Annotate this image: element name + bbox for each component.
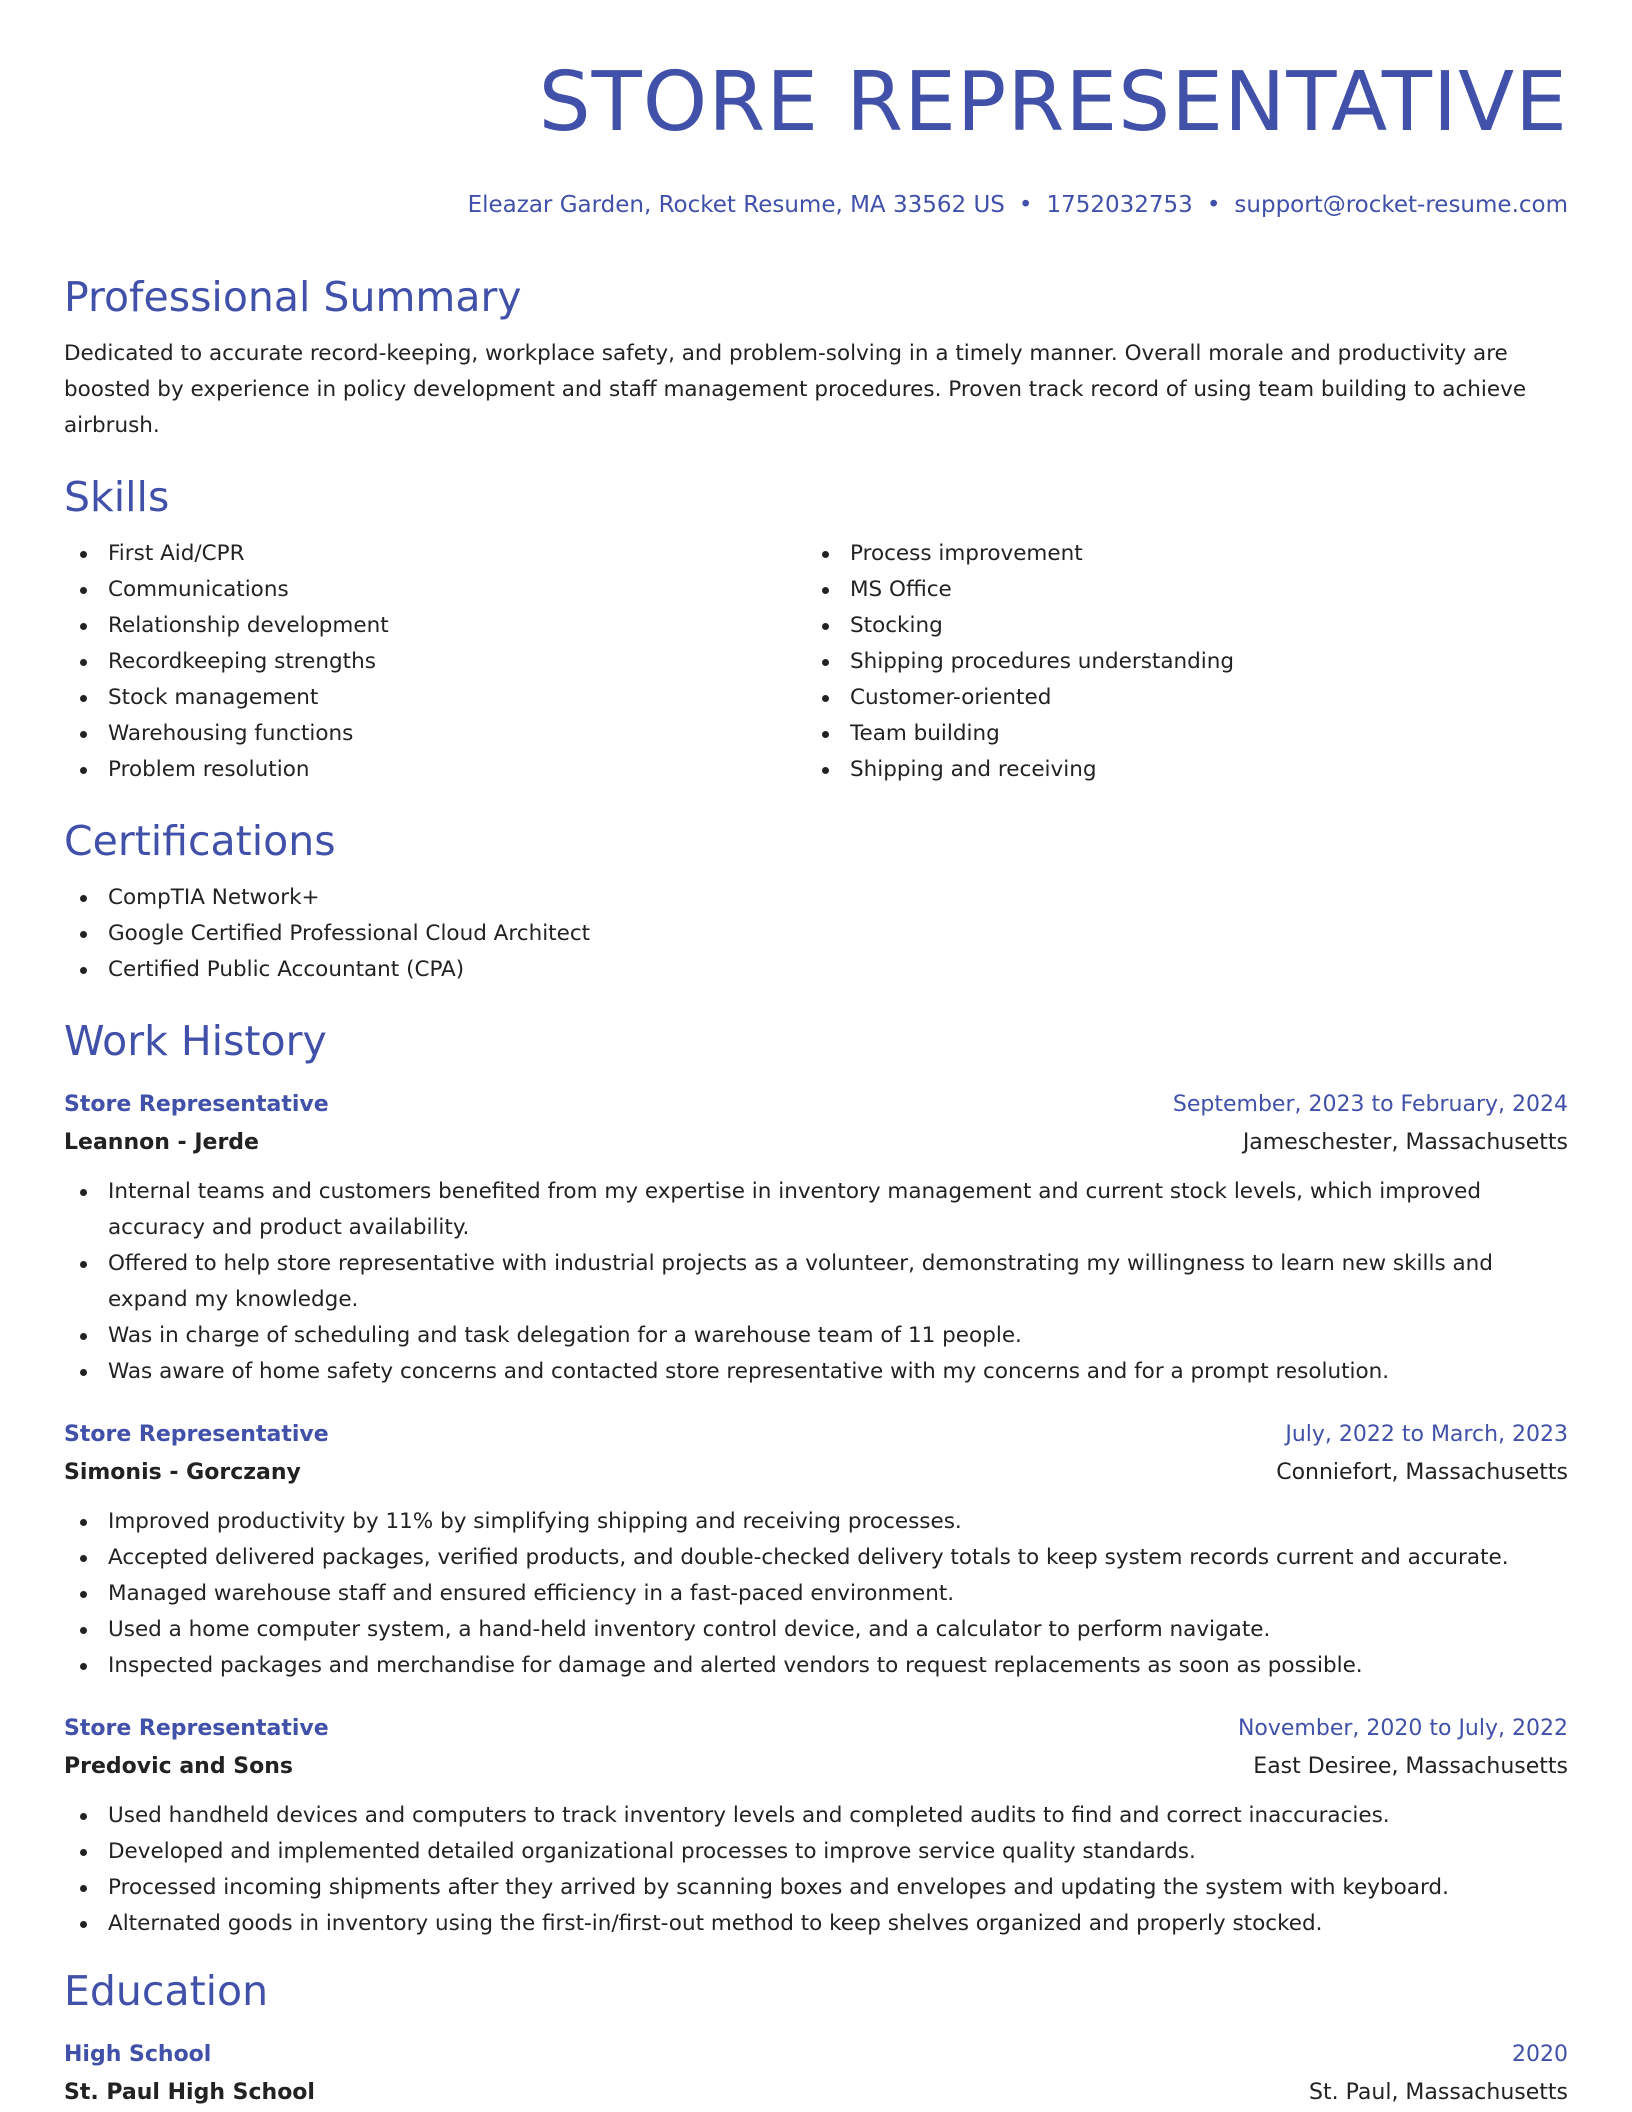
job-company: Predovic and Sons bbox=[64, 1754, 293, 1779]
job-entry bbox=[64, 1710, 1568, 1942]
contact-line bbox=[64, 188, 1568, 222]
job-bullet: Accepted delivered packages, verified products, and double-checked delivery totals to keep system records current and accurate. bbox=[64, 1540, 1568, 1576]
work-history-heading: Work History bbox=[64, 1017, 327, 1065]
education-school: St. Paul High School bbox=[64, 2080, 315, 2105]
job-bullets bbox=[64, 1798, 1568, 1942]
skill-item: Team building bbox=[806, 716, 1548, 752]
job-bullet: Was in charge of scheduling and task delegation for a warehouse team of 11 people. bbox=[64, 1318, 1568, 1354]
education-location: St. Paul, Massachusetts bbox=[1309, 2080, 1568, 2105]
job-location: Conniefort, Massachusetts bbox=[1276, 1460, 1568, 1485]
skills-right-list bbox=[806, 536, 1548, 788]
skill-item: Stock management bbox=[64, 680, 806, 716]
job-bullet: Was aware of home safety concerns and contacted store representative with my concerns and for a prompt resolution. bbox=[64, 1354, 1568, 1390]
job-title: Store Representative bbox=[64, 1422, 329, 1447]
contact-separator: • bbox=[1206, 192, 1221, 218]
job-company-row bbox=[64, 1454, 1568, 1492]
job-bullet: Developed and implemented detailed organizational processes to improve service quality standards. bbox=[64, 1834, 1568, 1870]
skill-item: Recordkeeping strengths bbox=[64, 644, 806, 680]
certifications-list bbox=[64, 880, 1568, 988]
contact-address: Eleazar Garden, Rocket Resume, MA 33562 US bbox=[467, 192, 1005, 218]
education-heading: Education bbox=[64, 1967, 269, 2015]
education-header-row bbox=[64, 2036, 1568, 2074]
contact-phone: 1752032753 bbox=[1046, 192, 1193, 218]
job-bullet: Used handheld devices and computers to track inventory levels and completed audits to find and correct inaccuracies. bbox=[64, 1798, 1568, 1834]
skill-item: Communications bbox=[64, 572, 806, 608]
job-dates: September, 2023 to February, 2024 bbox=[1172, 1092, 1568, 1117]
job-bullets bbox=[64, 1174, 1568, 1390]
summary-text: Dedicated to accurate record-keeping, workplace safety, and problem-solving in a timely manner. Overall morale and productivity are boosted by experience in policy development and staff management procedures. Proven track record of using team building to achieve airbrush. bbox=[64, 341, 1527, 438]
certification-item: Google Certified Professional Cloud Architect bbox=[64, 916, 1568, 952]
certification-item: Certified Public Accountant (CPA) bbox=[64, 952, 1568, 988]
education-degree: High School bbox=[64, 2042, 212, 2067]
job-bullet: Processed incoming shipments after they arrived by scanning boxes and envelopes and updating the system with keyboard. bbox=[64, 1870, 1568, 1906]
job-company-row bbox=[64, 1124, 1568, 1162]
summary-heading: Professional Summary bbox=[64, 273, 522, 321]
job-header-row bbox=[64, 1416, 1568, 1454]
job-bullet: Offered to help store representative with industrial projects as a volunteer, demonstrating my willingness to learn new skills and expand my knowledge. bbox=[64, 1246, 1568, 1318]
contact-email[interactable]: support@rocket-resume.com bbox=[1234, 192, 1568, 218]
skill-item: Relationship development bbox=[64, 608, 806, 644]
job-dates: July, 2022 to March, 2023 bbox=[1285, 1422, 1568, 1447]
skill-item: Warehousing functions bbox=[64, 716, 806, 752]
job-bullet: Internal teams and customers benefited from my expertise in inventory management and current stock levels, which improved accuracy and product availability. bbox=[64, 1174, 1568, 1246]
skill-item: MS Office bbox=[806, 572, 1548, 608]
job-header-row bbox=[64, 1086, 1568, 1124]
skill-item: Problem resolution bbox=[64, 752, 806, 788]
job-location: East Desiree, Massachusetts bbox=[1253, 1754, 1568, 1779]
job-bullet: Alternated goods in inventory using the first-in/first-out method to keep shelves organized and properly stocked. bbox=[64, 1906, 1568, 1942]
job-entry bbox=[64, 1416, 1568, 1684]
job-entry bbox=[64, 1086, 1568, 1390]
job-bullet: Improved productivity by 11% by simplifying shipping and receiving processes. bbox=[64, 1504, 1568, 1540]
resume-name: STORE REPRESENTATIVE bbox=[538, 55, 1568, 150]
job-title: Store Representative bbox=[64, 1092, 329, 1117]
skill-item: Process improvement bbox=[806, 536, 1548, 572]
skill-item: First Aid/CPR bbox=[64, 536, 806, 572]
job-company: Simonis - Gorczany bbox=[64, 1460, 301, 1485]
skill-item: Customer-oriented bbox=[806, 680, 1548, 716]
job-bullets bbox=[64, 1504, 1568, 1684]
education-entry bbox=[64, 2036, 1568, 2112]
job-title: Store Representative bbox=[64, 1716, 329, 1741]
contact-separator: • bbox=[1018, 192, 1033, 218]
job-dates: November, 2020 to July, 2022 bbox=[1237, 1716, 1568, 1741]
skill-item: Shipping and receiving bbox=[806, 752, 1548, 788]
education-school-row bbox=[64, 2074, 1568, 2112]
job-company: Leannon - Jerde bbox=[64, 1130, 259, 1155]
education-year: 2020 bbox=[1512, 2042, 1568, 2067]
job-bullet: Used a home computer system, a hand-held inventory control device, and a calculator to perform navigate. bbox=[64, 1612, 1568, 1648]
skill-item: Stocking bbox=[806, 608, 1548, 644]
skills-left-list bbox=[64, 536, 806, 788]
certification-item: CompTIA Network+ bbox=[64, 880, 1568, 916]
job-company-row bbox=[64, 1748, 1568, 1786]
job-header-row bbox=[64, 1710, 1568, 1748]
job-bullet: Inspected packages and merchandise for damage and alerted vendors to request replacements as soon as possible. bbox=[64, 1648, 1568, 1684]
skill-item: Shipping procedures understanding bbox=[806, 644, 1548, 680]
skills-columns bbox=[64, 536, 1568, 788]
certifications-heading: Certifications bbox=[64, 817, 336, 865]
job-bullet: Managed warehouse staff and ensured efficiency in a fast-paced environment. bbox=[64, 1576, 1568, 1612]
skills-heading: Skills bbox=[64, 473, 170, 521]
job-location: Jameschester, Massachusetts bbox=[1242, 1130, 1568, 1155]
